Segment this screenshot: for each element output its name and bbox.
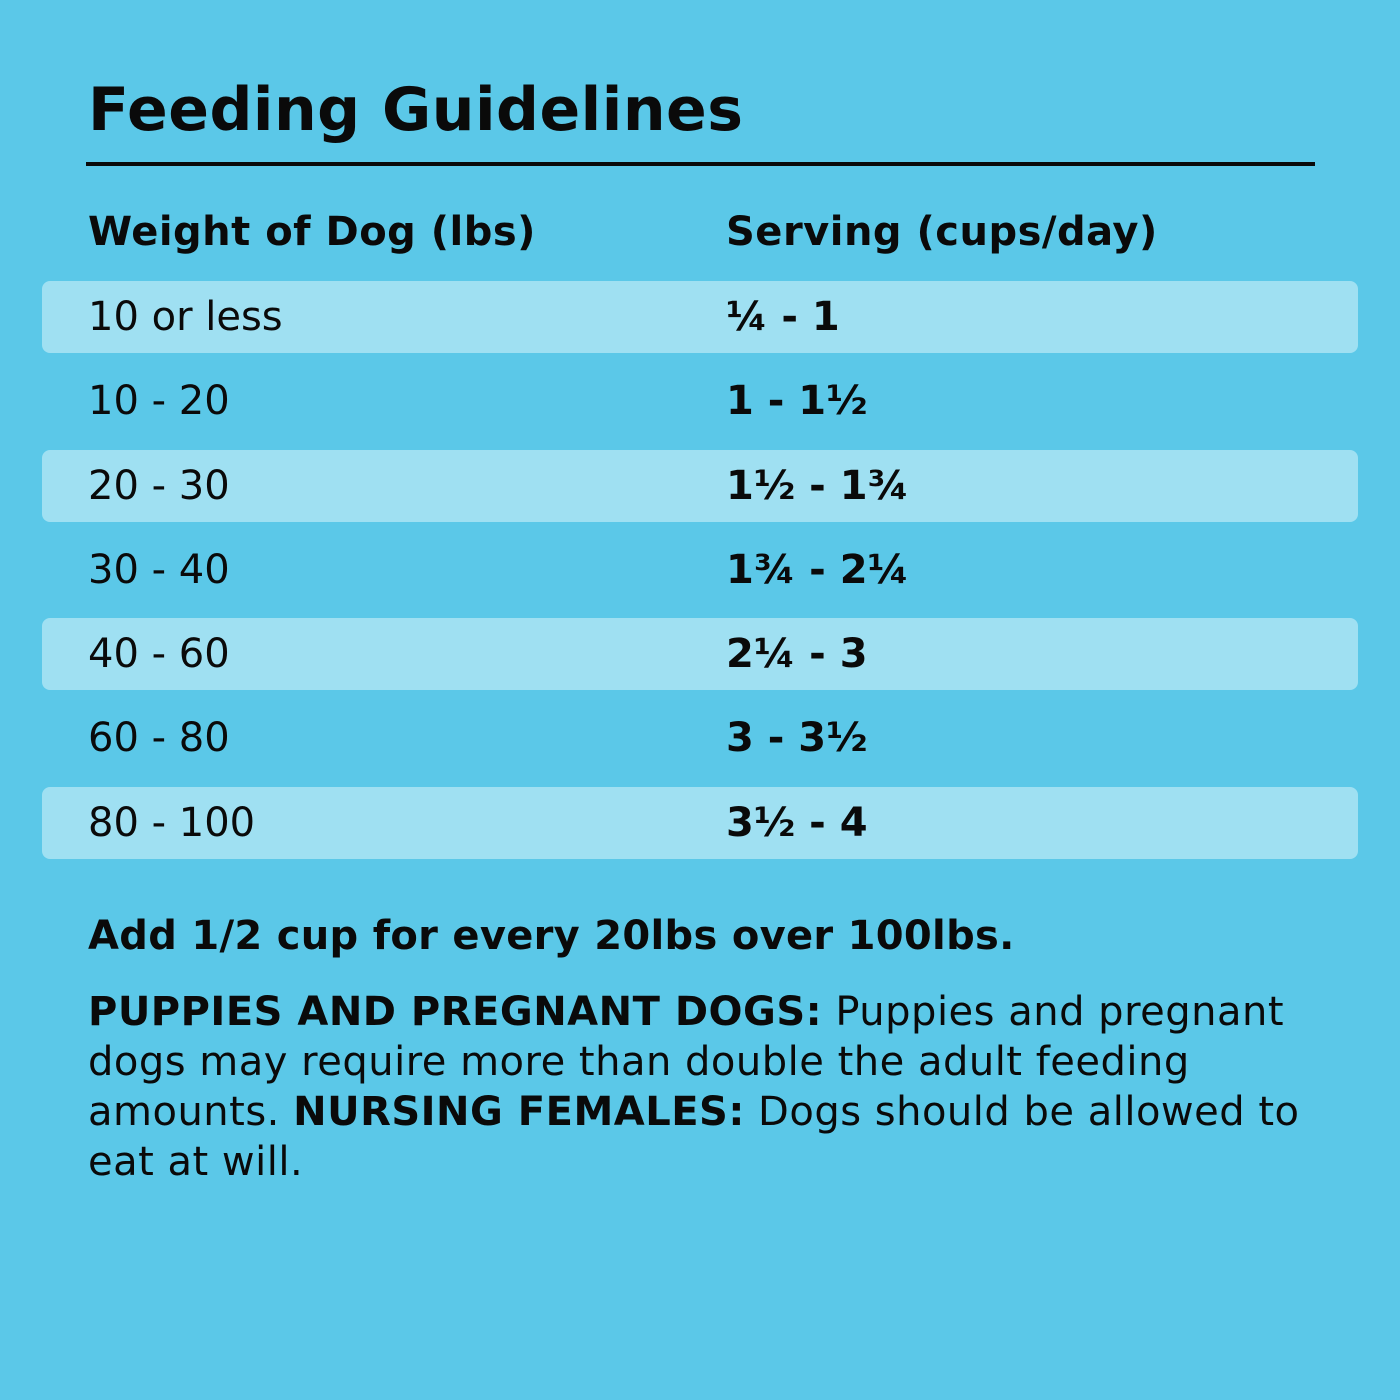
serving-cell: ¼ - 1 bbox=[726, 294, 840, 340]
table-row bbox=[42, 787, 1358, 859]
serving-cell: 1½ - 1¾ bbox=[726, 463, 909, 509]
serving-cell: 3½ - 4 bbox=[726, 800, 868, 846]
weight-cell: 10 - 20 bbox=[88, 378, 230, 424]
page-title: Feeding Guidelines bbox=[88, 75, 744, 145]
nursing-text: Dogs should be allowed to eat at will. bbox=[88, 1089, 1300, 1185]
special-feeding-paragraph bbox=[88, 987, 1318, 1187]
title-divider bbox=[86, 162, 1315, 166]
puppies-label: PUPPIES AND PREGNANT DOGS: bbox=[88, 989, 823, 1035]
table-header bbox=[0, 198, 1400, 268]
serving-column-header: Serving (cups/day) bbox=[726, 209, 1158, 255]
table-row bbox=[42, 281, 1358, 353]
table-row bbox=[42, 618, 1358, 690]
serving-cell: 1 - 1½ bbox=[726, 378, 868, 424]
table-row bbox=[42, 450, 1358, 522]
extra-weight-note: Add 1/2 cup for every 20lbs over 100lbs. bbox=[88, 913, 1015, 959]
table-row bbox=[42, 365, 1358, 437]
puppies-text: Puppies and pregnant dogs may require more than double the adult feeding amounts. bbox=[88, 989, 1285, 1135]
weight-cell: 80 - 100 bbox=[88, 800, 256, 846]
weight-cell: 20 - 30 bbox=[88, 463, 230, 509]
serving-cell: 2¼ - 3 bbox=[726, 631, 868, 677]
weight-cell: 30 - 40 bbox=[88, 547, 230, 593]
serving-cell: 1¾ - 2¼ bbox=[726, 547, 909, 593]
weight-column-header: Weight of Dog (lbs) bbox=[88, 209, 536, 255]
table-row bbox=[42, 534, 1358, 606]
nursing-label: NURSING FEMALES: bbox=[293, 1089, 745, 1135]
weight-cell: 10 or less bbox=[88, 294, 283, 340]
table-row bbox=[42, 702, 1358, 774]
weight-cell: 40 - 60 bbox=[88, 631, 230, 677]
weight-cell: 60 - 80 bbox=[88, 715, 230, 761]
serving-cell: 3 - 3½ bbox=[726, 715, 868, 761]
